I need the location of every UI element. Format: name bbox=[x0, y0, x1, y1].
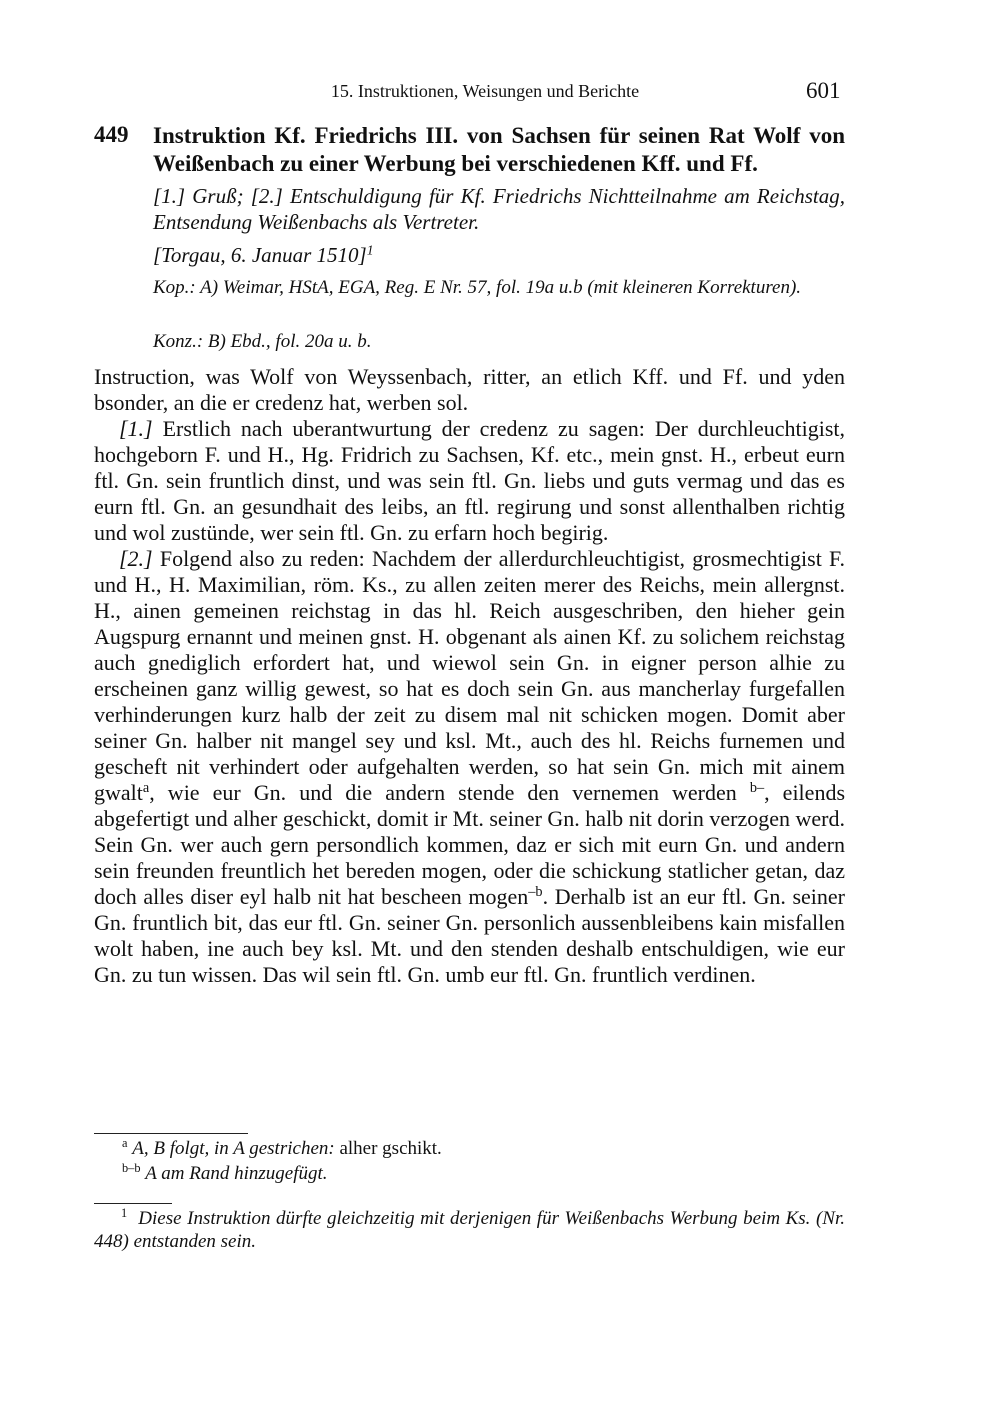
footnote-a bbox=[122, 1137, 442, 1161]
date-text: [Torgau, 6. Januar 1510] bbox=[153, 243, 367, 267]
footnote-a-mark: a bbox=[122, 1136, 128, 1151]
draft-source-note: Konz.: B) Ebd., fol. 20a u. b. bbox=[153, 331, 372, 352]
footnote-divider-textcritical bbox=[94, 1133, 248, 1134]
paragraph-2-text-d: . Derhalb ist an eur ftl. Gn. seiner Gn. fruntlich bit, das eur ftl. Gn. seiner Gn. personlich aussenbleibens kain misfallen wolt haben, ine auch bey ksl. Mt. und den stenden deshalb entschuldigen, wie eur Gn. zu tun wissen. Das wil sein ftl. Gn. umb eur ftl. Gn. fruntlich verdinen. bbox=[94, 884, 845, 987]
document-title: Instruktion Kf. Friedrichs III. von Sachsen für seinen Rat Wolf von Weißenbach zu einer Werbung bei verschiedenen Kff. und Ff. bbox=[153, 123, 845, 176]
footnote-1 bbox=[94, 1207, 845, 1253]
paragraph-2-marker: [2.] bbox=[119, 546, 153, 571]
document-number: 449 bbox=[94, 122, 129, 147]
intro-paragraph: Instruction, was Wolf von Weyssenbach, ritter, an etlich Kff. und Ff. und yden bsonder, an die er credenz hat, werben sol. bbox=[94, 364, 845, 415]
paragraph-1-text: Erstlich nach uberantwurtung der credenz zu sagen: Der durchleuchtigist, hochgeborn F. und H., Hg. Fridrich zu Sachsen, Kf. etc., mein gnst. H., erbeut eurn ftl. Gn. sein fruntlich dinst, und was sein ftl. Gn. liebs und guts vermag und das es eurn ftl. Gn. an gesundhait des leibs, an ftl. regirung und sonst allenthalben richtig und wol zustünde, wer sein ftl. Gn. zu erfarn hoch begirig. bbox=[94, 416, 845, 545]
paragraph-2-text-c: , eilends abgefertigt und alher geschickt, domit ir Mt. seiner Gn. halb nit dorin verzogen werd. Sein Gn. wer auch gern persondlich kommen, daz er sich mit eurn Gn. und andern sein freunden freuntlich het bereden mogen, oder die schickung statlicher getan, daz doch alles diser eyl halb nit hat bescheen mogen bbox=[94, 780, 845, 909]
footnote-1-text: Diese Instruktion dürfte gleichzeitig mit derjenigen für Weißenbachs Werbung beim Ks. (Nr. 448) entstanden sein. bbox=[94, 1208, 846, 1252]
paragraph-2-text-b: , wie eur Gn. und die andern stende den vernemen werden bbox=[149, 780, 750, 805]
note-a-mark: a bbox=[142, 780, 150, 797]
instruction-text bbox=[94, 364, 845, 988]
page-number: 601 bbox=[806, 78, 841, 103]
footnote-a-italic: A, B folgt, in A gestrichen: bbox=[132, 1138, 335, 1159]
footnote-b-italic: A am Rand hinzugefügt. bbox=[145, 1163, 328, 1184]
paragraph-1-marker: [1.] bbox=[119, 416, 153, 441]
copy-source-note: Kop.: A) Weimar, HStA, EGA, Reg. E Nr. 57, fol. 19a u.b (mit kleineren Korrekturen). bbox=[153, 277, 802, 298]
footnote-b-mark: b–b bbox=[122, 1161, 141, 1176]
note-b-close-mark: –b bbox=[528, 884, 543, 901]
footnote-1-mark: 1 bbox=[121, 1206, 128, 1221]
date-footnote-mark: 1 bbox=[366, 242, 374, 258]
paragraph-2 bbox=[94, 546, 845, 988]
footnote-b bbox=[122, 1162, 328, 1186]
note-b-open-mark: b– bbox=[749, 780, 765, 797]
paragraph-1 bbox=[94, 416, 845, 546]
footnote-a-text: alher gschikt. bbox=[334, 1138, 442, 1159]
running-header-title: 15. Instruktionen, Weisungen und Berichte bbox=[330, 81, 640, 101]
document-regest: [1.] Gruß; [2.] Entschuldigung für Kf. Friedrichs Nichtteilnahme am Reichstag, Entsendung Weißenbachs als Vertreter. bbox=[153, 184, 845, 234]
paragraph-2-text-a: Folgend also zu reden: Nachdem der allerdurchleuchtigist, grosmechtigist F. und H., H. Maximilian, röm. Ks., zu allen zeiten merer des Reichs, mein allergnst. H., ainen gemeinen reichstag in das hl. Reich ausgeschriben, den hieher gein Augspurg ernannt und meinen gnst. H. obgenant als ainen Kf. zu solichem reichstag auch gnediglich erfordert hat, und wiewol sein Gn. in eigner person alhie zu erscheinen ganz willig gewest, so hat es doch sein Gn. aus mancherlay furgefallen verhinderungen kurz halb der zeit zu disem mal nit schicken mogen. Domit aber seiner Gn. halber nit mangel sey und ksl. Mt., auch des hl. Reichs furnemen und gescheft nit verhindert oder aufgehalten werden, so hat sein Gn. mich mit ainem gwalt bbox=[94, 546, 845, 805]
document-date bbox=[153, 243, 374, 268]
footnote-divider-commentary bbox=[94, 1203, 172, 1204]
